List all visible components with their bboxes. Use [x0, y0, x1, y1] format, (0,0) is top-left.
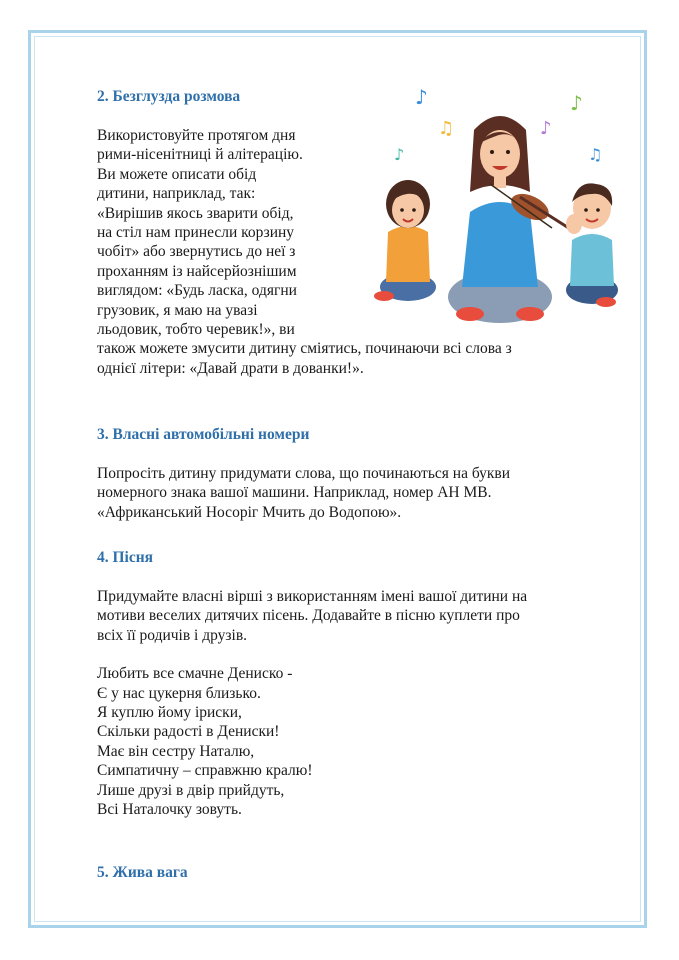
text-line: на стіл нам принесли корзину [97, 224, 295, 242]
text-line: Ви можете описати обід [97, 165, 257, 183]
section-song [97, 547, 607, 819]
text-line: льодовик, тобто черевик!», ви [97, 321, 295, 339]
section-live-weight [97, 862, 607, 884]
section-text [97, 464, 607, 522]
section-title: 3. Власні автомобільні номери [97, 426, 310, 443]
text-line: Лише друзі в двір прийдуть, [97, 781, 285, 799]
text-line: Придумайте власні вірші з використанням імені вашої дитини на [97, 588, 528, 605]
woman-playing-violin-with-children-icon [370, 82, 620, 342]
section-text [97, 587, 607, 645]
text-line: Любить все смачне Дениско - [97, 665, 293, 683]
text-line: грузовик, я маю на увазі [97, 301, 258, 319]
girl-figure [374, 180, 436, 301]
text-line: проханням із найсерйознішим [97, 262, 297, 280]
text-line: Попросіть дитину придумати слова, що починаються на букви [97, 465, 511, 482]
text-line: номерного знака вашої машини. Наприклад, номер АН МВ. [97, 484, 492, 502]
text-line: мотиви веселих дитячих пісень. Додавайте в пісню куплети про [97, 607, 520, 625]
section-title: 2. Безглузда розмова [97, 88, 241, 105]
text-line: Я куплю йому іриски, [97, 704, 242, 722]
music-note-icon: ♪ [570, 91, 583, 115]
text-line: дитини, наприклад, так: [97, 185, 256, 203]
text-line: однієї літери: «Давай драти в дованки!». [97, 359, 364, 377]
boy-figure [566, 183, 618, 307]
section-car-numbers [97, 424, 607, 522]
text-line: «Африканський Носоріг Мчить до Водопою». [97, 503, 402, 521]
music-note-icon [415, 85, 428, 109]
text-line: рими-нісенітниці й алітерацію. [97, 146, 303, 164]
svg-text:♪: ♪ [415, 85, 428, 109]
section-title: 4. Пісня [97, 549, 154, 566]
text-line: виглядом: «Будь ласка, одягни [97, 282, 297, 300]
text-line: Всі Наталочку зовуть. [97, 801, 242, 819]
music-note-icon: ♪ [394, 145, 405, 164]
music-note-icon: ♫ [438, 118, 455, 139]
music-note-icon: ♫ [588, 145, 603, 164]
text-line: «Вирішив якось зварити обід, [97, 204, 294, 222]
poem [97, 664, 607, 819]
text-line: всіх її родичів і друзів. [97, 626, 248, 644]
text-line: Має він сестру Наталю, [97, 742, 255, 760]
text-line: Скільки радості в Дениски! [97, 723, 280, 741]
section-title: 5. Жива вага [97, 864, 188, 881]
text-line: також можете змусити дитину сміятись, починаючи всі слова з [97, 340, 512, 358]
music-note-icon: ♪ [540, 118, 552, 139]
text-line: Є у нас цукерня близько. [97, 684, 261, 702]
woman-figure [448, 116, 575, 323]
text-line: Використовуйте протягом дня [97, 127, 296, 144]
text-line: Симпатичну – справжню кралю! [97, 762, 313, 780]
text-line: чобіт» або звернутись до неї з [97, 243, 296, 261]
